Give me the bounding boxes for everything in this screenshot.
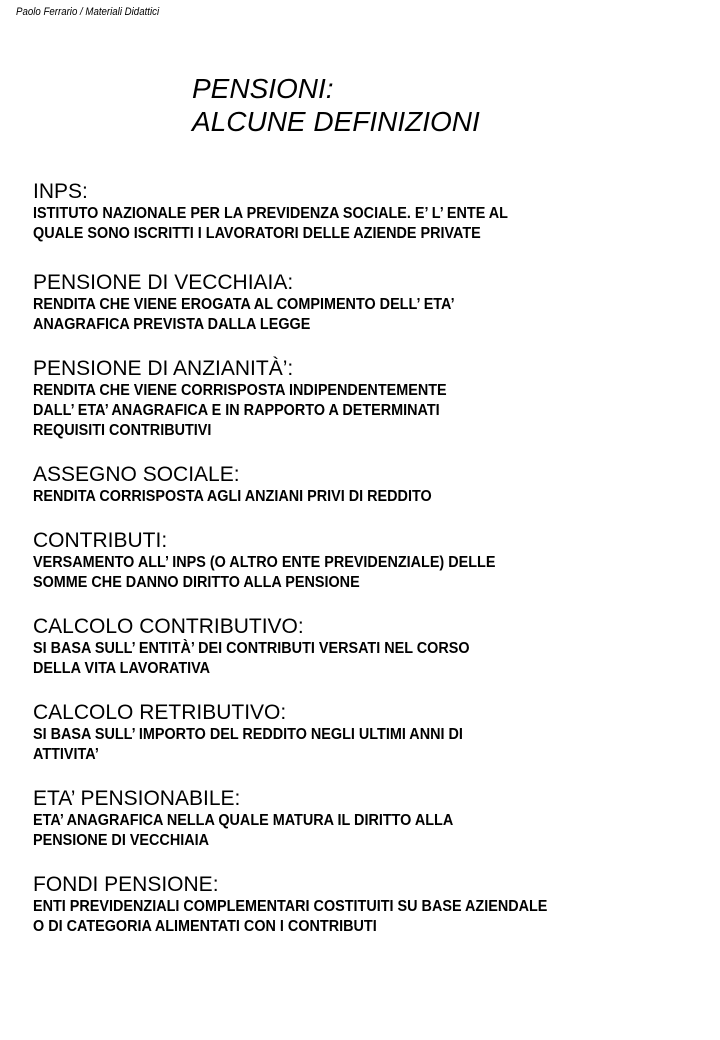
definition-text: [33, 295, 720, 335]
definition-line: REQUISITI CONTRIBUTIVI: [33, 422, 212, 439]
title-line: ALCUNE DEFINIZIONI: [192, 106, 480, 137]
definition-line: SOMME CHE DANNO DIRITTO ALLA PENSIONE: [33, 574, 360, 591]
page-title: [192, 72, 480, 138]
definition-line: VERSAMENTO ALL’ INPS (O ALTRO ENTE PREVIDENZIALE) DELLE: [33, 554, 496, 571]
definition-item: [33, 615, 720, 679]
definition-text: [33, 639, 720, 679]
definition-line: DELLA VITA LAVORATIVA: [33, 660, 211, 677]
definition-line: RENDITA CHE VIENE EROGATA AL COMPIMENTO DELL’ ETA’: [33, 296, 455, 313]
definition-line: SI BASA SULL’ IMPORTO DEL REDDITO NEGLI ULTIMI ANNI DI: [33, 726, 463, 743]
definition-line: QUALE SONO ISCRITTI I LAVORATORI DELLE AZIENDE PRIVATE: [33, 225, 481, 242]
definition-line: RENDITA CHE VIENE CORRISPOSTA INDIPENDENTEMENTE: [33, 382, 447, 399]
definition-line: PENSIONE DI VECCHIAIA: [33, 832, 210, 849]
definition-text: [33, 897, 720, 937]
definition-line: SI BASA SULL’ ENTITÀ’ DEI CONTRIBUTI VERSATI NEL CORSO: [33, 640, 470, 657]
definition-term: PENSIONE DI ANZIANITÀ’:: [33, 357, 294, 380]
definition-line: ATTIVITA’: [33, 746, 99, 763]
definition-line: DALL’ ETA’ ANAGRAFICA E IN RAPPORTO A DETERMINATI: [33, 402, 440, 419]
definition-item: [33, 271, 720, 335]
definition-item: [33, 701, 720, 765]
definition-text: [33, 725, 720, 765]
definitions-list: [33, 180, 720, 959]
definition-item: [33, 180, 720, 244]
definition-item: [33, 463, 720, 507]
definition-term: ETA’ PENSIONABILE:: [33, 787, 241, 810]
page-header: Paolo Ferrario / Materiali Didattici: [16, 6, 160, 18]
definition-text: [33, 204, 720, 244]
definition-line: ETA’ ANAGRAFICA NELLA QUALE MATURA IL DIRITTO ALLA: [33, 812, 454, 829]
definition-term: PENSIONE DI VECCHIAIA:: [33, 271, 294, 294]
definition-item: [33, 787, 720, 851]
definition-term: FONDI PENSIONE:: [33, 873, 219, 896]
definition-term: CALCOLO RETRIBUTIVO:: [33, 701, 287, 724]
definition-line: O DI CATEGORIA ALIMENTATI CON I CONTRIBUTI: [33, 918, 377, 935]
definition-line: ENTI PREVIDENZIALI COMPLEMENTARI COSTITUITI SU BASE AZIENDALE: [33, 898, 548, 915]
definition-text: [33, 553, 720, 593]
definition-item: [33, 529, 720, 593]
definition-line: ANAGRAFICA PREVISTA DALLA LEGGE: [33, 316, 311, 333]
definition-term: CONTRIBUTI:: [33, 529, 168, 552]
definition-line: ISTITUTO NAZIONALE PER LA PREVIDENZA SOCIALE. E’ L’ ENTE AL: [33, 205, 508, 222]
definition-item: [33, 873, 720, 937]
definition-term: CALCOLO CONTRIBUTIVO:: [33, 615, 304, 638]
definition-term: ASSEGNO SOCIALE:: [33, 463, 240, 486]
definition-item: [33, 357, 720, 441]
definition-text: [33, 487, 720, 507]
title-line: PENSIONI:: [192, 73, 334, 104]
definition-text: [33, 811, 720, 851]
definition-term: INPS:: [33, 180, 88, 203]
definition-text: [33, 381, 720, 441]
definition-line: RENDITA CORRISPOSTA AGLI ANZIANI PRIVI DI REDDITO: [33, 488, 432, 505]
